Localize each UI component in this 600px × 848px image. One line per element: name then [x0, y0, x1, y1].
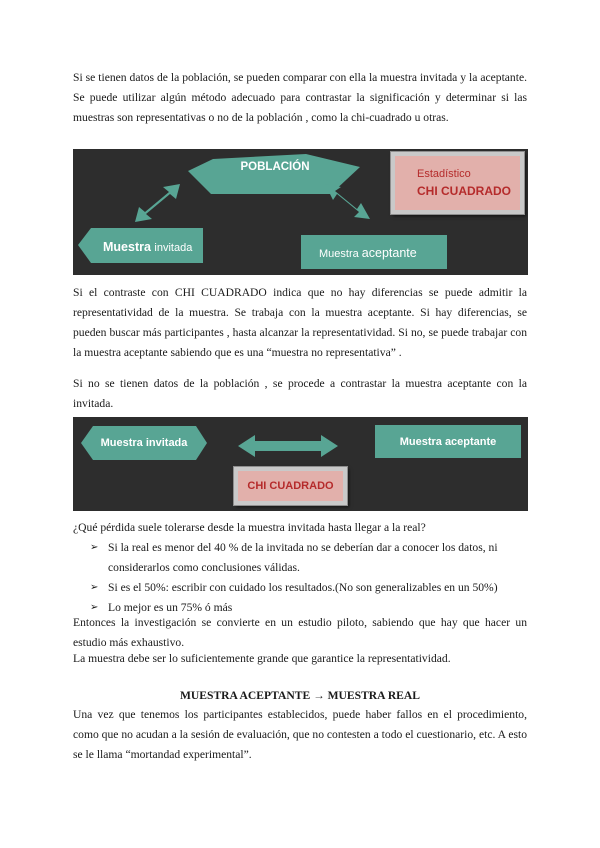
arrow-bullet-icon: ➢: [90, 602, 99, 613]
list-item: [90, 538, 530, 578]
list-item-text: Si la real es menor del 40 % de la invitada no se deberían dar a conocer los datos, ni considerarlos como conclusiones válidas.: [108, 541, 498, 574]
list-item-text: Si es el 50%: escribir con cuidado los resultados.(No son generalizables en un 50%): [108, 581, 498, 594]
muestra-invitada-word: Muestra: [103, 240, 155, 254]
chi-cuadrado-box-2: [234, 467, 347, 505]
muestra-invitada-label: [103, 238, 192, 256]
aceptante-word: aceptante: [361, 246, 417, 260]
chi-cuadrado-label: CHI CUADRADO: [417, 184, 511, 198]
arrow-horizontal-double-icon: [238, 435, 338, 457]
arrow-bullet-icon: ➢: [90, 582, 99, 593]
paragraph-contraste-chi: Si el contraste con CHI CUADRADO indica que no hay diferencias se puede admitir la representatividad de la muestra. Se trabaja con la muestra aceptante. Si hay diferencias, se pueden buscar más participantes , hasta alcanzar la representatividad. Si no, se puede trabajar con la muestra aceptante sabiendo que es una “muestra no representativa” .: [73, 286, 527, 359]
list-item-text: Lo mejor es un 75% ó más: [108, 601, 233, 614]
paragraph-poblacion-datos: Si se tienen datos de la población, se pueden comparar con ella la muestra invitada y la aceptante. Se puede utilizar algún método adecuado para contrastar la significación y determinar si las muestras son representativas o no de la población , como la chi-cuadrado u otras.: [73, 71, 527, 124]
question-perdida: ¿Qué pérdida suele tolerarse desde la muestra invitada hasta llegar a la real?: [73, 521, 426, 534]
bullet-list: [90, 538, 530, 618]
muestra-aceptante-label: [319, 244, 417, 262]
arrow-left-double-icon: [135, 184, 180, 222]
muestra-invitada-label-2: Muestra invitada: [100, 437, 188, 449]
chi-cuadrado-label-2: CHI CUADRADO: [247, 480, 334, 492]
muestra-aceptante-word: Muestra: [319, 248, 362, 260]
diagram-muestra-contraste: [73, 417, 528, 511]
diagram-poblacion-chi-cuadrado: [73, 149, 528, 275]
list-item: [90, 578, 530, 598]
arrow-bullet-icon: ➢: [90, 542, 99, 553]
paragraph-sin-datos: Si no se tienen datos de la población , se procede a contrastar la muestra aceptante con la invitada.: [73, 377, 527, 410]
paragraph-mortandad: Una vez que tenemos los participantes establecidos, puede haber fallos en el procedimiento, como que no acudan a la sesión de evaluación, que no contesten a todo el cuestionario, etc. A esto se le llama “mortandad experimental”.: [73, 708, 527, 761]
arrow-right-double-icon: [325, 184, 370, 219]
estadistico-chi-cuadrado-box: [391, 152, 524, 214]
estadistico-label: Estadístico: [417, 168, 471, 180]
invitada-word: invitada: [154, 242, 193, 254]
section-heading: MUESTRA ACEPTANTE → MUESTRA REAL: [179, 689, 421, 702]
muestra-aceptante-label-2: Muestra aceptante: [399, 435, 497, 448]
poblacion-label: POBLACIÓN: [240, 161, 310, 173]
paragraph-estudio-piloto: Entonces la investigación se convierte en un estudio piloto, sabiendo que hay que hacer un estudio más exhaustivo.: [73, 616, 527, 649]
paragraph-muestra-grande: La muestra debe ser lo suficientemente grande que garantice la representatividad.: [73, 652, 451, 665]
